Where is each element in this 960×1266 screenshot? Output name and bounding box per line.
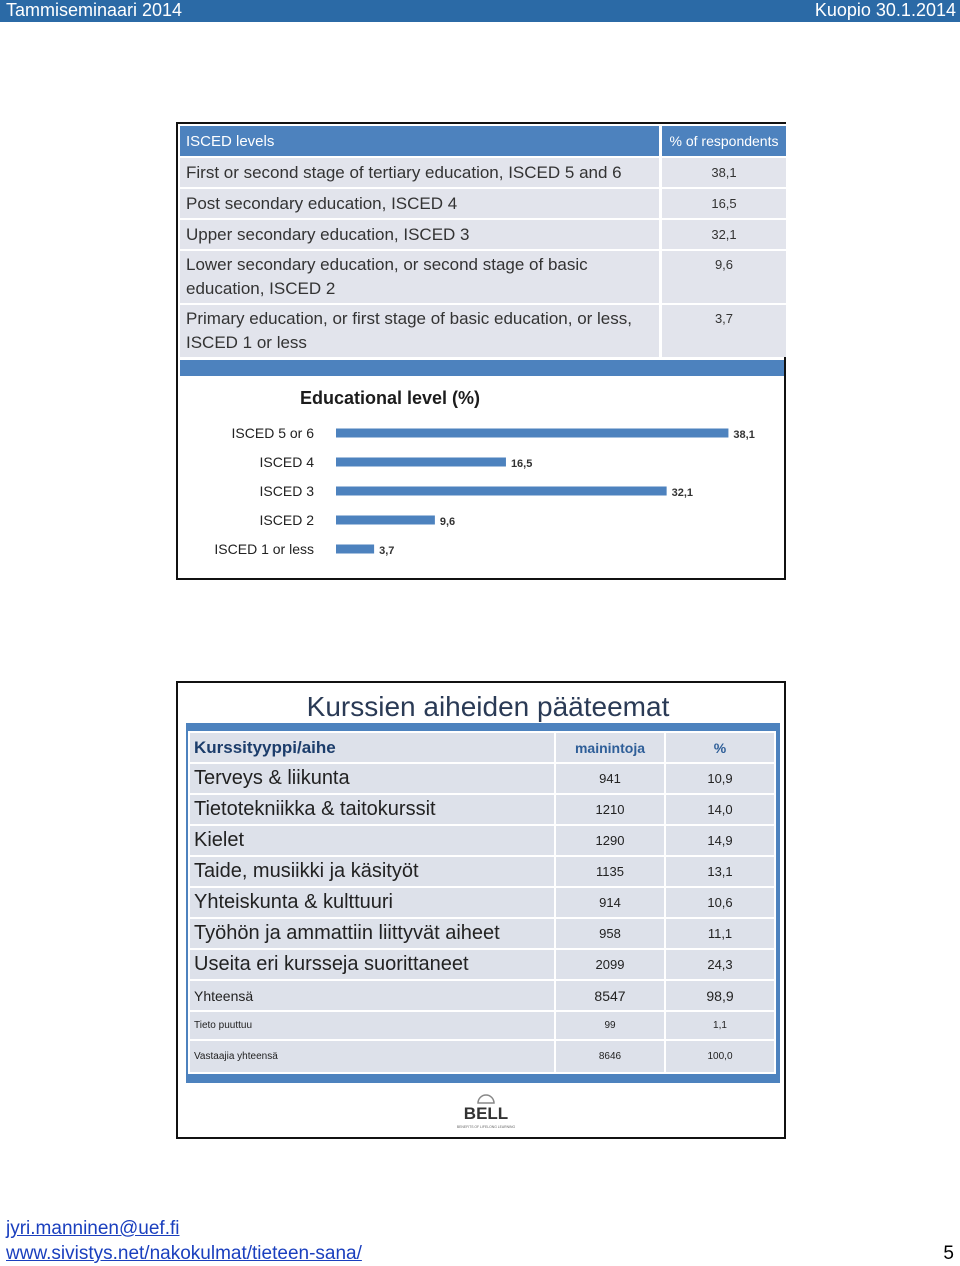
chart-value-label: 38,1 bbox=[733, 429, 755, 441]
chart-category-label: ISCED 4 bbox=[259, 454, 314, 470]
chart-value-label: 32,1 bbox=[671, 487, 694, 499]
footer-email[interactable] bbox=[6, 1218, 179, 1240]
row-count: 1290 bbox=[555, 825, 665, 856]
missing-percent: 1,1 bbox=[665, 1011, 775, 1040]
column-header-topic: Kurssityyppi/aihe bbox=[189, 732, 555, 763]
logo-text: BELL bbox=[463, 1104, 509, 1123]
chart-value-label: 3,7 bbox=[379, 545, 395, 557]
table-row bbox=[189, 949, 775, 980]
row-percent: 11,1 bbox=[665, 918, 775, 949]
table-row bbox=[180, 157, 786, 188]
row-percent: 14,9 bbox=[665, 825, 775, 856]
header-left-text: Tammiseminaari 2014 bbox=[6, 0, 183, 20]
course-themes-table bbox=[188, 731, 776, 1074]
total-count: 8547 bbox=[555, 980, 665, 1011]
chart-value-label: 16,5 bbox=[510, 458, 533, 470]
row-count: 1210 bbox=[555, 794, 665, 825]
row-count: 1135 bbox=[555, 856, 665, 887]
table-row bbox=[189, 887, 775, 918]
missing-count: 99 bbox=[555, 1011, 665, 1040]
respondents-count: 8646 bbox=[555, 1040, 665, 1073]
row-percent: 13,1 bbox=[665, 856, 775, 887]
chart-category-label: ISCED 5 or 6 bbox=[231, 425, 314, 441]
chart-bar bbox=[336, 429, 728, 438]
page-number: 5 bbox=[943, 1243, 954, 1264]
table-row bbox=[189, 794, 775, 825]
chart-bar bbox=[336, 487, 667, 496]
row-label: Post secondary education, ISCED 4 bbox=[180, 188, 661, 219]
missing-row bbox=[189, 1011, 775, 1040]
chart-category-label: ISCED 1 or less bbox=[214, 541, 314, 557]
row-value: 9,6 bbox=[661, 250, 787, 304]
respondents-row bbox=[189, 1040, 775, 1073]
row-percent: 24,3 bbox=[665, 949, 775, 980]
row-label: Tietotekniikka & taitokurssit bbox=[189, 794, 555, 825]
missing-label: Tieto puuttuu bbox=[189, 1011, 555, 1040]
row-label: Terveys & liikunta bbox=[189, 763, 555, 794]
row-percent: 10,9 bbox=[665, 763, 775, 794]
row-label: Taide, musiikki ja käsityöt bbox=[189, 856, 555, 887]
row-label: Useita eri kursseja suorittaneet bbox=[189, 949, 555, 980]
row-percent: 10,6 bbox=[665, 887, 775, 918]
row-value: 3,7 bbox=[661, 304, 787, 357]
row-value: 16,5 bbox=[661, 188, 787, 219]
table-row bbox=[180, 188, 786, 219]
chart-bar bbox=[336, 458, 506, 467]
bell-logo bbox=[448, 1085, 524, 1131]
row-label: Upper secondary education, ISCED 3 bbox=[180, 219, 661, 250]
table-row bbox=[180, 250, 786, 304]
bell-icon bbox=[478, 1095, 494, 1103]
url-link[interactable]: www.sivistys.net/nakokulmat/tieteen-sana/ bbox=[6, 1243, 362, 1264]
chart-bar bbox=[336, 516, 435, 525]
chart-category-label: ISCED 2 bbox=[259, 512, 314, 528]
chart-value-label: 9,6 bbox=[439, 516, 456, 528]
row-value: 38,1 bbox=[661, 157, 787, 188]
respondents-percent: 100,0 bbox=[665, 1040, 775, 1073]
chart-title: Educational level (%) bbox=[299, 388, 481, 408]
slide-title: Kurssien aiheiden pääteemat bbox=[306, 691, 670, 722]
total-percent: 98,9 bbox=[665, 980, 775, 1011]
respondents-label: Vastaajia yhteensä bbox=[189, 1040, 555, 1073]
column-header-percent: % of respondents bbox=[661, 125, 787, 157]
row-label: First or second stage of tertiary education, ISCED 5 and 6 bbox=[180, 157, 661, 188]
row-percent: 14,0 bbox=[665, 794, 775, 825]
column-header-percent: % bbox=[665, 732, 775, 763]
row-label: Työhön ja ammattiin liittyvät aiheet bbox=[189, 918, 555, 949]
email-link[interactable]: jyri.manninen@uef.fi bbox=[6, 1218, 180, 1239]
header-right-text: Kuopio 30.1.2014 bbox=[814, 0, 956, 20]
table-row bbox=[189, 918, 775, 949]
row-value: 32,1 bbox=[661, 219, 787, 250]
row-count: 2099 bbox=[555, 949, 665, 980]
header-bar bbox=[0, 0, 960, 22]
column-header-mentions: mainintoja bbox=[555, 732, 665, 763]
table-header-row bbox=[180, 125, 786, 157]
row-count: 914 bbox=[555, 887, 665, 918]
isced-table bbox=[180, 124, 786, 357]
table-row bbox=[189, 856, 775, 887]
slide-course-themes bbox=[176, 681, 786, 1139]
row-count: 941 bbox=[555, 763, 665, 794]
chart-bar bbox=[336, 545, 374, 554]
total-row bbox=[189, 980, 775, 1011]
slide-isced-levels bbox=[176, 122, 786, 580]
table-row bbox=[189, 825, 775, 856]
table-row bbox=[180, 304, 786, 357]
table-header-row bbox=[189, 732, 775, 763]
logo-subtext: BENEFITS OF LIFELONG LEARNING bbox=[456, 1125, 516, 1129]
educational-level-chart bbox=[178, 374, 784, 578]
table-row bbox=[189, 763, 775, 794]
column-header-isced: ISCED levels bbox=[180, 125, 661, 157]
row-label: Kielet bbox=[189, 825, 555, 856]
row-label: Lower secondary education, or second stage of basic education, ISCED 2 bbox=[180, 250, 661, 304]
row-label: Yhteiskunta & kulttuuri bbox=[189, 887, 555, 918]
row-count: 958 bbox=[555, 918, 665, 949]
chart-category-label: ISCED 3 bbox=[259, 483, 314, 499]
footer-url[interactable] bbox=[6, 1243, 362, 1265]
total-label: Yhteensä bbox=[189, 980, 555, 1011]
table-row bbox=[180, 219, 786, 250]
row-label: Primary education, or first stage of basic education, or less, ISCED 1 or less bbox=[180, 304, 661, 357]
